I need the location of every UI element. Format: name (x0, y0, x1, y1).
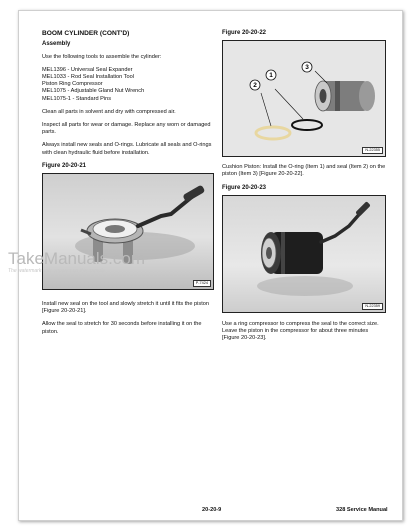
section-heading: BOOM CYLINDER (CONT'D) (42, 30, 130, 37)
stretch-paragraph: Allow the seal to stretch for 30 seconds before installing it on the piston. (42, 321, 202, 335)
page-number: 20-20-9 (202, 507, 222, 513)
figure-22-title: Figure 20-20-22 (222, 30, 267, 36)
figure-23-title: Figure 20-20-23 (222, 184, 267, 191)
figure-22-image (222, 40, 386, 157)
manual-page (18, 10, 403, 521)
callout-3: 3 (305, 64, 309, 72)
tool-item: MEL1396 - Universal Seal Expander (42, 66, 133, 73)
right-column (222, 30, 386, 348)
figure-23-image (222, 195, 386, 313)
figure-21-tag: P-7424 (193, 280, 211, 287)
watermark-brand: TakeManuals.com (8, 249, 146, 268)
piston-seal-illustration (223, 41, 385, 156)
tool-item: MEL1033 - Rod Seal Installation Tool (42, 73, 134, 80)
cushion-paragraph: Cushion Piston: Install the O-ring (Item 1) and seal (Item 2) on the piston (Item 3) [Figure 20-20-22]. (222, 164, 386, 178)
figure-22-tag: N-22355 (362, 147, 383, 154)
install-paragraph: Install new seal on the tool and slowly stretch it until it fits the piston [Figure 20-20-21]. (42, 300, 209, 315)
figure-23-tag: N-22359 (362, 303, 383, 310)
watermark-notice: The watermark only appears on this sample (8, 268, 105, 274)
figure-21-title: Figure 20-20-21 (42, 162, 87, 169)
compressor-paragraph: Use a ring compressor to compress the seal to the correct size. Leave the piston in the compressor for about three minutes [Figure 20-20-23]. (222, 320, 379, 342)
left-column (42, 30, 216, 342)
assembly-subheading: Assembly (42, 41, 71, 47)
tool-item: MEL1075-1 - Standard Pins (42, 95, 112, 102)
callout-2: 2 (253, 82, 257, 90)
tool-item: Piston Ring Compressor (42, 81, 103, 88)
ring-compressor-illustration (223, 196, 385, 312)
figure-21-image (42, 173, 214, 290)
clean-paragraph: Clean all parts in solvent and dry with compressed air. (42, 108, 176, 115)
manual-title: 328 Service Manual (336, 507, 388, 513)
callout-1: 1 (269, 72, 273, 80)
seals-paragraph: Always install new seals and O-rings. Lubricate all seals and O-rings with clean hydraulic fluid before installation. (42, 142, 212, 156)
tools-list (42, 67, 216, 103)
inspect-paragraph: Inspect all parts for wear or damage. Replace any worn or damaged parts. (42, 121, 211, 136)
tools-intro: Use the following tools to assemble the cylinder: (42, 53, 162, 60)
seal-expander-tool-illustration (43, 174, 213, 289)
tool-item: MEL1075 - Adjustable Gland Nut Wrench (42, 88, 145, 95)
